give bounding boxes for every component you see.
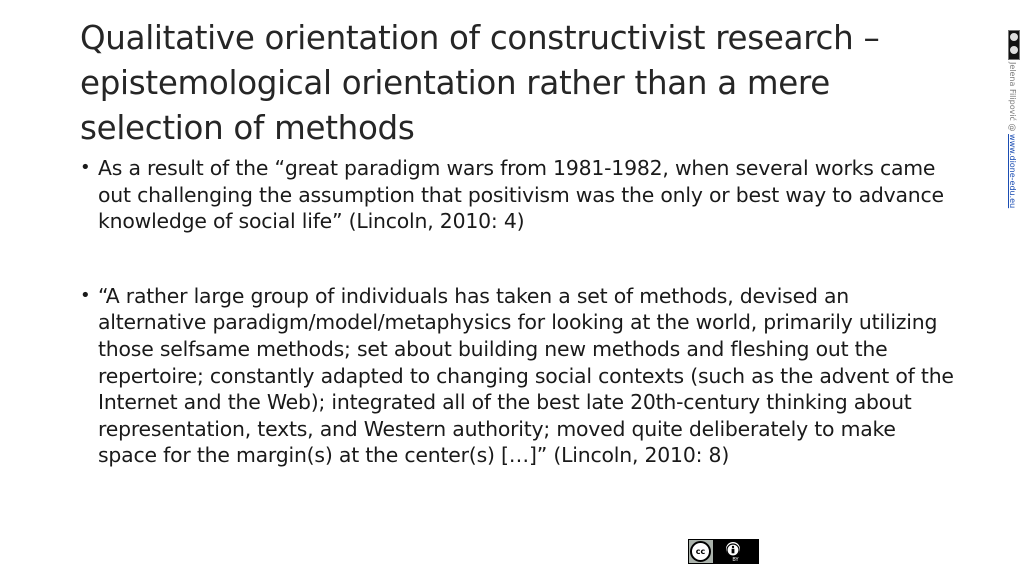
attribution-person-icon — [726, 542, 740, 556]
cc-license-icon-small — [1008, 30, 1020, 60]
by-panel — [713, 540, 758, 563]
by-label: BY — [732, 557, 739, 563]
bullet-text: “A rather large group of individuals has taken a set of methods, devised an alternative paradigm/model/metaphysics for looking at the world, primarily utilizing those selfsame methods; set about building new methods and fleshing out the repertoire; constantly adapted to changing social contexts (such as the advent of the Internet and the Web); integrated all of the best late 20th-century thinking about representation, texts, and Western authority; moved quite deliberately to make space for the margin(s) at the center(s) […]” (Lincoln, 2010: 8) — [98, 283, 954, 468]
bullet-item — [80, 155, 960, 235]
bullet-marker: • — [80, 157, 91, 178]
bullet-list — [80, 155, 960, 469]
cc-icon: cc — [690, 541, 711, 562]
cc-by-license-badge — [688, 539, 759, 564]
author-credit-text: Jelena Filipović @ — [1008, 62, 1017, 135]
author-website-link[interactable]: www.dione-edu.eu — [1008, 134, 1017, 209]
slide-title: Qualitative orientation of constructivist research – epistemological orientation rather than a mere selection of methods — [80, 19, 880, 147]
bullet-text: As a result of the “great paradigm wars from 1981-1982, when several works came out challenging the assumption that positivism was the only or best way to advance knowledge of social life” (Lincoln, 2010: 4) — [98, 156, 944, 234]
bullet-item — [80, 283, 960, 469]
author-credit — [1008, 62, 1017, 208]
bullet-marker: • — [80, 284, 91, 306]
